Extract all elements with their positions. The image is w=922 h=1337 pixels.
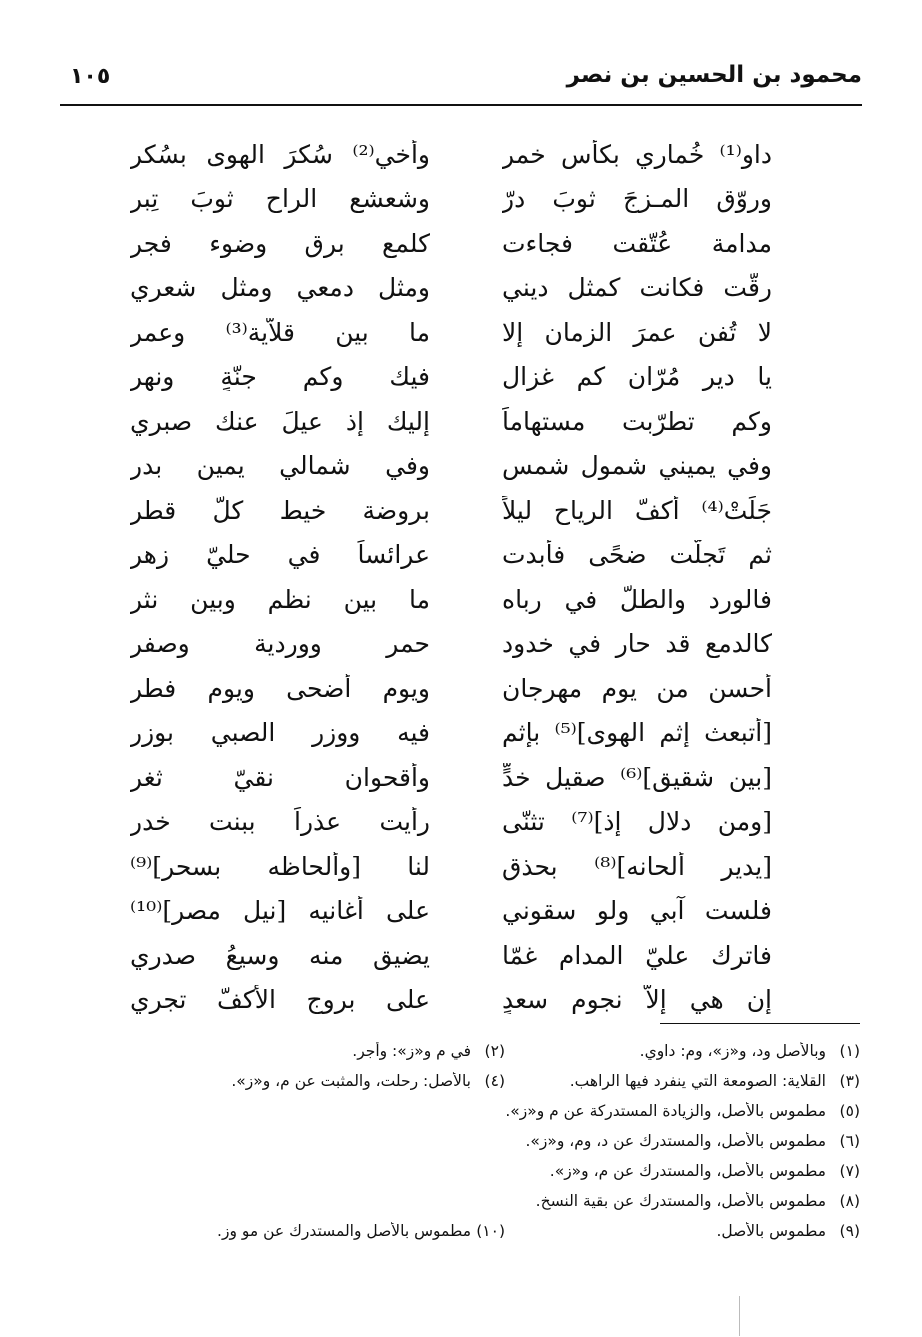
footnote-row xyxy=(150,1126,860,1156)
footnote-text: مطموس بالأصل والمستدرك عن مو وز. xyxy=(217,1222,471,1240)
verse xyxy=(130,933,772,978)
running-header xyxy=(60,56,862,106)
verse-second-hemistich: بروضة خيط كلّ قطر xyxy=(130,495,430,525)
footnote xyxy=(250,1102,860,1120)
verse-second-hemistich: حمرٍ ووردية وصفر xyxy=(130,629,430,659)
footnote-text: مطموس بالأصل، والمستدرك عن د، وم، و«ز». xyxy=(525,1132,826,1150)
footnote-text: في م و«ز»: وأجر. xyxy=(352,1042,471,1060)
footnote xyxy=(150,1042,505,1060)
footnote xyxy=(250,1132,860,1150)
footnote-row xyxy=(150,1216,860,1246)
verse-first-hemistich: [بين شقيق]⁽⁶⁾ صقيل خدٍّ xyxy=(502,762,772,792)
verse-first-hemistich: إن هي إلاّ نجوم سعدٍ xyxy=(502,985,772,1015)
verse-first-hemistich: فالورد والطلّ في رباه xyxy=(502,584,772,614)
verse xyxy=(130,533,772,578)
verse-second-hemistich: ما بين نظمٍ وبين نثر xyxy=(130,584,430,614)
verse-second-hemistich: كلمع برقٍ وضوء فجر xyxy=(130,228,430,258)
footnote-separator xyxy=(660,1023,860,1024)
verse-first-hemistich: كالدمع قد حار في خدود xyxy=(502,629,772,659)
verse xyxy=(130,221,772,266)
verse-second-hemistich: وأخي⁽²⁾ سُكرَ الهوى بسُكرِ xyxy=(130,139,430,169)
verse-second-hemistich: رأيت عذراً ببنت خدر xyxy=(130,807,430,837)
footnote-number: (٣) xyxy=(839,1072,860,1090)
poem xyxy=(130,132,772,1022)
verse-first-hemistich: ثم تَجلّت ضحًى فأبدت xyxy=(502,540,772,570)
verse-first-hemistich: [ومن دلال إذ]⁽⁷⁾ تثنّى xyxy=(502,807,772,837)
verse xyxy=(130,399,772,444)
verse xyxy=(130,889,772,934)
verse-second-hemistich: ومثلِ دمعي ومثل شعري xyxy=(130,273,430,303)
footnote xyxy=(150,1222,505,1240)
scan-margin-mark xyxy=(739,1296,740,1336)
footnote-text: بالأصل: رحلت، والمثبت عن م، و«ز». xyxy=(231,1072,471,1090)
footnote-number: (٧) xyxy=(839,1162,860,1180)
footnote-text: القلاية: الصومعة التي ينفرد فيها الراهب. xyxy=(569,1072,826,1090)
verse-second-hemistich: فيه ووزر الصبي بوزر xyxy=(130,718,430,748)
verse xyxy=(130,132,772,177)
verse-first-hemistich: أحسن من يوم مهرجان xyxy=(502,673,772,703)
verse-first-hemistich: داوِ⁽¹⁾ خُماري بكأسِ خمرِ xyxy=(502,139,772,169)
verse xyxy=(130,488,772,533)
footnote-number: (٦) xyxy=(839,1132,860,1150)
footnotes xyxy=(150,1036,860,1246)
footnote xyxy=(250,1192,860,1210)
verse-first-hemistich: لا تُفنِ عمرَ الزمان إلا xyxy=(502,317,772,347)
verse-second-hemistich: فيك وكم جنّةٍ ونهر xyxy=(130,362,430,392)
verse xyxy=(130,177,772,222)
running-title: محمود بن الحسين بن نصر xyxy=(566,62,862,88)
verse xyxy=(130,577,772,622)
verse-second-hemistich: على أغانيه [نيل مصر]⁽¹⁰⁾ xyxy=(130,896,430,926)
footnote-row xyxy=(150,1186,860,1216)
footnote-text: مطموس بالأصل. xyxy=(716,1222,826,1240)
verse-first-hemistich: مدامة عُتّقت فجاءت xyxy=(502,228,772,258)
verse-first-hemistich: جَلَتْ⁽⁴⁾ أكفّ الرياح ليلاً xyxy=(502,495,772,525)
footnote xyxy=(505,1072,860,1090)
footnote xyxy=(250,1162,860,1180)
footnote-row xyxy=(150,1096,860,1126)
verse-second-hemistich: ما بين قلاّية⁽³⁾ وعمر xyxy=(130,317,430,347)
footnote xyxy=(505,1042,860,1060)
verse-second-hemistich: وشعشع الراح ثوبَ تِبرِ xyxy=(130,184,430,214)
verse xyxy=(130,755,772,800)
verse-second-hemistich: إليك إذ عيلَ عنك صبري xyxy=(130,406,430,436)
verse xyxy=(130,711,772,756)
verse-second-hemistich: على بروج الأكفّ تجري xyxy=(130,985,430,1015)
verse-first-hemistich: فاترك عليّ المدام غمّا xyxy=(502,940,772,970)
verse-first-hemistich: [يدير ألحانه]⁽⁸⁾ بحذق xyxy=(502,851,772,881)
verse xyxy=(130,844,772,889)
verse-second-hemistich: يضيق منه وسيعُ صدري xyxy=(130,940,430,970)
page-number: ١٠٥ xyxy=(70,64,111,89)
footnote-number: (٤) xyxy=(484,1072,505,1090)
footnote-row xyxy=(150,1156,860,1186)
verse-second-hemistich: عرائساً في حليّ زهر xyxy=(130,540,430,570)
verse-second-hemistich: وفي شمالي يمين بدر xyxy=(130,451,430,481)
verse-first-hemistich: [أتبعث إثم الهوى]⁽⁵⁾ بإثم xyxy=(502,718,772,748)
verse-second-hemistich: ويوم أضحى ويوم فطر xyxy=(130,673,430,703)
verse-first-hemistich: وروّق المـزجَ ثوبَ درّ xyxy=(502,184,772,214)
verse-first-hemistich: وفي يميني شمول شمس xyxy=(502,451,772,481)
footnote-row xyxy=(150,1036,860,1066)
verse-first-hemistich: وكم تطرّبت مستهاماً xyxy=(502,406,772,436)
verse xyxy=(130,355,772,400)
footnote-number: (١) xyxy=(839,1042,860,1060)
footnote-text: مطموس بالأصل، والمستدرك عن بقية النسخ. xyxy=(535,1192,826,1210)
footnote-number: (٥) xyxy=(839,1102,860,1120)
footnote-text: مطموس بالأصل، والمستدرك عن م، و«ز». xyxy=(549,1162,826,1180)
verse-first-hemistich: فلست آبي ولو سقوني xyxy=(502,896,772,926)
verse xyxy=(130,444,772,489)
verse-first-hemistich: رقّت فكانت كمثل ديني xyxy=(502,273,772,303)
verse xyxy=(130,800,772,845)
footnote xyxy=(150,1072,505,1090)
verse xyxy=(130,978,772,1023)
footnote-number: (٩) xyxy=(839,1222,860,1240)
footnote-text: مطموس بالأصل، والزيادة المستدركة عن م و«ز». xyxy=(505,1102,826,1120)
footnote-number: (٢) xyxy=(484,1042,505,1060)
verse xyxy=(130,622,772,667)
verse xyxy=(130,666,772,711)
footnote-text: وبالأصل ود، و«ز»، وم: داوي. xyxy=(639,1042,826,1060)
footnote xyxy=(505,1222,860,1240)
verse-first-hemistich: يا دير مُرّان كم غزال xyxy=(502,362,772,392)
footnote-number: (١٠) xyxy=(476,1222,505,1240)
footnote-number: (٨) xyxy=(839,1192,860,1210)
verse-second-hemistich: وأقحوان نقيّ ثغر xyxy=(130,762,430,792)
verse-second-hemistich: لنا [وألحاظه بسحر]⁽⁹⁾ xyxy=(130,851,430,881)
footnote-row xyxy=(150,1066,860,1096)
verse xyxy=(130,266,772,311)
verse xyxy=(130,310,772,355)
